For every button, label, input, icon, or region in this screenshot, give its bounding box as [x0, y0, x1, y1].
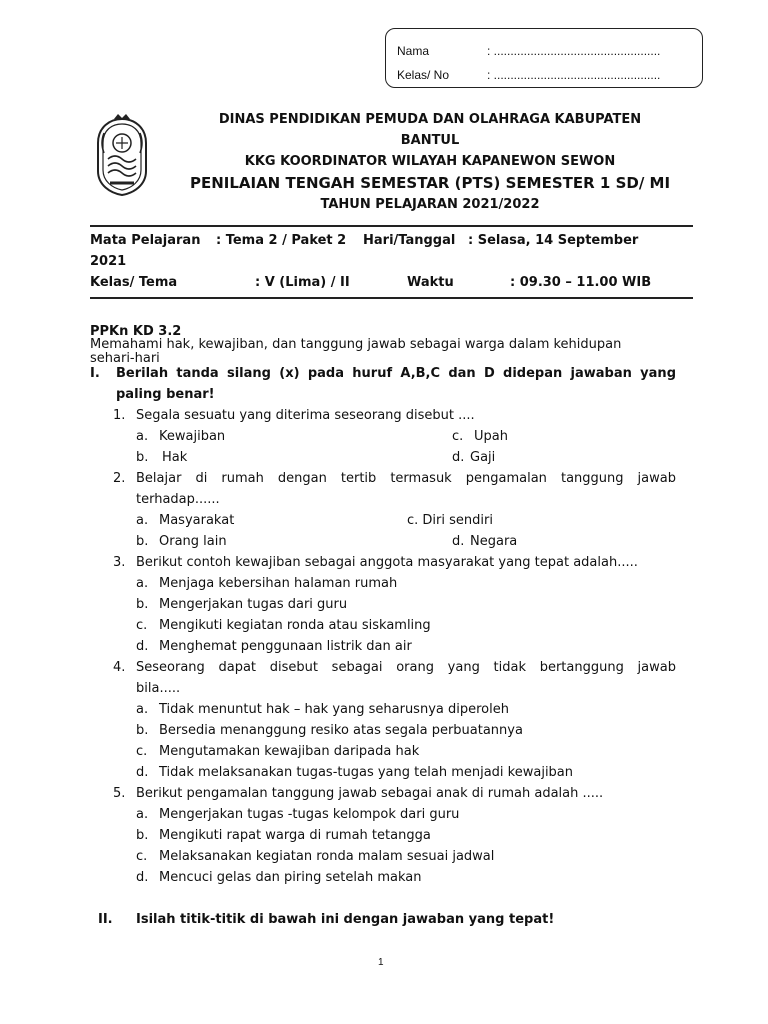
q3-option-a[interactable]: Menjaga kebersihan halaman rumah [159, 576, 398, 591]
q1-option-b-key[interactable]: b. [136, 450, 149, 465]
question-3-text: Berikut contoh kewajiban sebagai anggota masyarakat yang tepat adalah..... [136, 555, 638, 570]
question-5-text: Berikut pengamalan tanggung jawab sebagai anak di rumah adalah ..... [136, 786, 604, 801]
q1-option-c-key[interactable]: c. [452, 429, 464, 444]
question-2-text: Belajar di rumah dengan tertib termasuk pengamalan tanggung jawab [136, 471, 676, 486]
question-2-text-continued: terhadap...... [136, 492, 220, 507]
q3-option-c[interactable]: Mengikuti kegiatan ronda atau siskamling [159, 618, 431, 633]
q5-option-c[interactable]: Melaksanakan kegiatan ronda malam sesuai jadwal [159, 849, 495, 864]
q2-option-b[interactable]: Orang lain [159, 534, 227, 549]
class-field[interactable]: : .................................................. [487, 68, 661, 82]
question-1-text: Segala sesuatu yang diterima seseorang disebut .... [136, 408, 475, 423]
q3-option-d[interactable]: Menghemat penggunaan listrik dan air [159, 639, 412, 654]
q2-option-a-key[interactable]: a. [136, 513, 149, 528]
academic-year: TAHUN PELAJARAN 2021/2022 [320, 197, 540, 212]
class-theme-value: : V (Lima) / II [255, 275, 350, 290]
q2-option-a[interactable]: Masyarakat [159, 513, 235, 528]
exam-title: PENILAIAN TENGAH SEMESTAR (PTS) SEMESTER 1 SD/ MI [189, 174, 671, 192]
section-2-number: II. [98, 912, 113, 927]
header-line-1: DINAS PENDIDIKAN PEMUDA DAN OLAHRAGA KABUPATEN [218, 112, 642, 127]
q5-option-b[interactable]: Mengikuti rapat warga di rumah tetangga [159, 828, 431, 843]
name-field[interactable]: : .................................................. [487, 44, 661, 58]
section-1-instruction-continued: paling benar! [116, 387, 215, 402]
q4-option-c-key[interactable]: c. [136, 744, 148, 759]
q4-option-c[interactable]: Mengutamakan kewajiban daripada hak [159, 744, 420, 759]
kd-title: PPKn KD 3.2 [90, 324, 182, 339]
q2-option-d-key[interactable]: d. [452, 534, 465, 549]
question-4-number: 4. [113, 660, 126, 675]
question-4-text-continued: bila..... [136, 681, 181, 696]
question-3-number: 3. [113, 555, 126, 570]
question-5-number: 5. [113, 786, 126, 801]
q1-option-c[interactable]: Upah [474, 429, 508, 444]
header-line-2: BANTUL [400, 133, 460, 148]
kd-description: Memahami hak, kewajiban, dan tanggung jawab sebagai warga dalam kehidupan [90, 337, 622, 352]
q1-option-a-key[interactable]: a. [136, 429, 149, 444]
q2-option-c[interactable]: c. Diri sendiri [407, 513, 493, 528]
q5-option-a-key[interactable]: a. [136, 807, 149, 822]
question-4-text: Seseorang dapat disebut sebagai orang yang tidak bertanggung jawab [136, 660, 676, 675]
q4-option-b[interactable]: Bersedia menanggung resiko atas segala perbuatannya [159, 723, 523, 738]
q4-option-a-key[interactable]: a. [136, 702, 149, 717]
time-label: Waktu [407, 275, 454, 290]
page-number: 1 [378, 957, 384, 968]
q1-option-b[interactable]: Hak [162, 450, 188, 465]
name-label: Nama [397, 44, 430, 58]
section-2-instruction: Isilah titik-titik di bawah ini dengan jawaban yang tepat! [136, 912, 555, 927]
q3-option-b-key[interactable]: b. [136, 597, 149, 612]
q2-option-d[interactable]: Negara [470, 534, 518, 549]
q1-option-d[interactable]: Gaji [470, 450, 496, 465]
q3-option-a-key[interactable]: a. [136, 576, 149, 591]
question-1-number: 1. [113, 408, 126, 423]
q5-option-d[interactable]: Mencuci gelas dan piring setelah makan [159, 870, 422, 885]
date-value-continued: 2021 [90, 254, 127, 269]
section-1-instruction: Berilah tanda silang (x) pada huruf A,B,C dan D didepan jawaban yang [116, 366, 676, 381]
header-line-3: KKG KOORDINATOR WILAYAH KAPANEWON SEWON [244, 154, 616, 169]
subject-value: : Tema 2 / Paket 2 [216, 233, 347, 248]
time-value: : 09.30 – 11.00 WIB [510, 275, 652, 290]
q3-option-c-key[interactable]: c. [136, 618, 148, 633]
q4-option-b-key[interactable]: b. [136, 723, 149, 738]
student-identity-box [385, 28, 703, 88]
q2-option-b-key[interactable]: b. [136, 534, 149, 549]
date-value: : Selasa, 14 September [468, 233, 639, 248]
class-theme-label: Kelas/ Tema [90, 275, 178, 290]
info-divider [90, 297, 693, 299]
section-1-number: I. [90, 366, 100, 381]
date-label: Hari/Tanggal [363, 233, 456, 248]
q3-option-d-key[interactable]: d. [136, 639, 149, 654]
q5-option-b-key[interactable]: b. [136, 828, 149, 843]
class-label: Kelas/ No [397, 68, 450, 82]
subject-label: Mata Pelajaran [90, 233, 201, 248]
q1-option-d-key[interactable]: d. [452, 450, 465, 465]
q1-option-a[interactable]: Kewajiban [159, 429, 226, 444]
q4-option-a[interactable]: Tidak menuntut hak – hak yang seharusnya diperoleh [159, 702, 509, 717]
q4-option-d[interactable]: Tidak melaksanakan tugas-tugas yang telah menjadi kewajiban [159, 765, 574, 780]
q5-option-c-key[interactable]: c. [136, 849, 148, 864]
q5-option-d-key[interactable]: d. [136, 870, 149, 885]
header-divider [90, 225, 693, 227]
question-2-number: 2. [113, 471, 126, 486]
q4-option-d-key[interactable]: d. [136, 765, 149, 780]
kd-description-continued: sehari-hari [90, 351, 160, 366]
bantul-emblem-icon [90, 113, 154, 197]
q5-option-a[interactable]: Mengerjakan tugas -tugas kelompok dari guru [159, 807, 460, 822]
q3-option-b[interactable]: Mengerjakan tugas dari guru [159, 597, 348, 612]
